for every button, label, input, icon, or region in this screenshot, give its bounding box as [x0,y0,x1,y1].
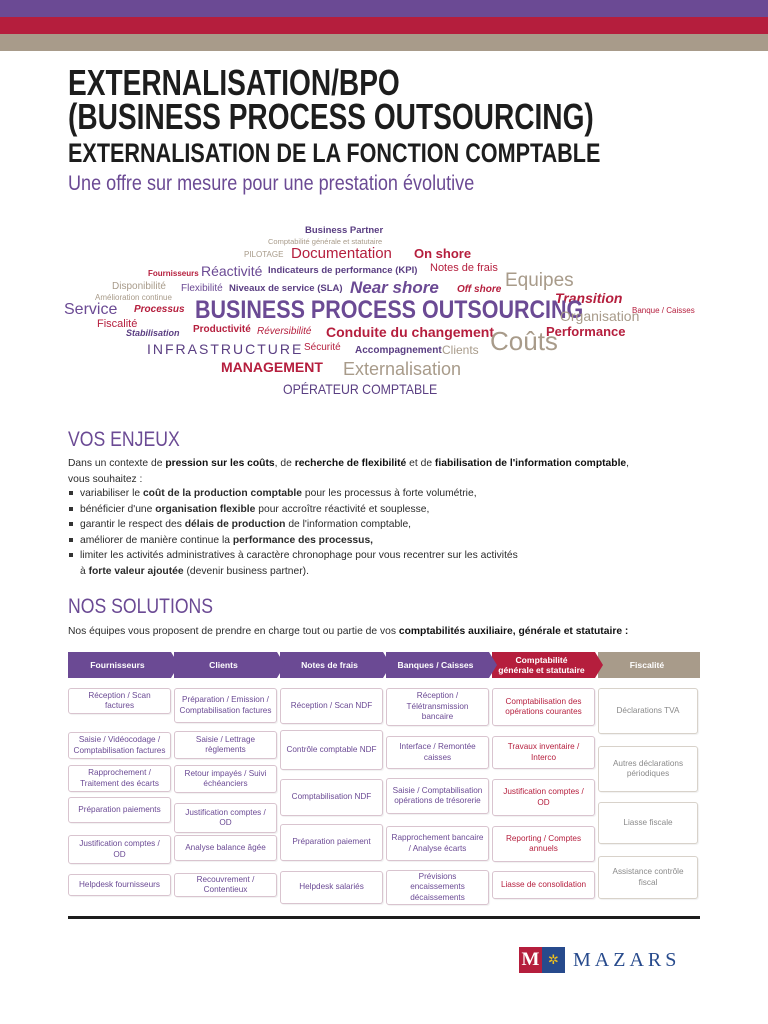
word-cloud [0,220,768,400]
solution-item: Reporting / Comptes annuels [492,826,595,862]
mazars-logo [519,946,699,974]
cloud-word-performance: Performance [546,324,626,339]
cloud-word-documentation: Documentation [291,245,392,262]
solutions-columns [68,652,700,908]
cloud-word-banque: Banque / Caisses [632,306,695,315]
solution-column [68,652,171,889]
solution-column-header-label: Clients [209,660,238,670]
cloud-word-equipes: Equipes [505,270,574,291]
list-item [68,548,708,564]
header-band-red [0,17,768,34]
solution-item: Réception / Scan NDF [280,688,383,724]
solution-item: Réception / Télétransmission bancaire [386,688,489,726]
bullet-bold: forte valeur ajoutée [88,565,184,577]
cloud-word-operateur: OPÉRATEUR COMPTABLE [283,381,438,397]
list-item [68,533,708,549]
solution-item: Liasse de consolidation [492,871,595,899]
solution-column [386,652,489,902]
solution-item: Assistance contrôle fiscal [598,856,698,899]
arrow-right-icon [171,652,179,678]
page-title-line-2: (BUSINESS PROCESS OUTSOURCING) [68,96,594,137]
cloud-word-pilotage: PILOTAGE [244,250,284,259]
solution-item: Liasse fiscale [598,802,698,844]
solution-column-header [280,652,383,678]
cloud-word-niveaux: Niveaux de service (SLA) [229,283,343,294]
cloud-word-amelioration: Amélioration continue [95,293,172,302]
cloud-word-reversibilite: Réversibilité [257,326,312,337]
solution-column [280,652,383,892]
bullet-text: variabiliser le [80,488,143,499]
solution-column-header [598,652,700,678]
page-tagline: Une offre sur mesure pour une prestation évolutive [68,172,475,195]
cloud-word-organisation: Organisation [560,308,640,324]
list-item [68,517,708,533]
solution-item: Comptabilisation NDF [280,779,383,816]
enjeux-intro-text: et de [406,458,435,469]
solutions-intro-text: Nos équipes vous proposent de prendre en charge tout ou partie de vos [68,626,399,637]
cloud-word-conduite: Conduite du changement [326,324,494,340]
enjeux-intro-text: Dans un contexte de [68,458,166,469]
bullet-bold: performance des processus, [232,534,374,546]
cloud-word-infrastructure: INFRASTRUCTURE [147,341,304,357]
cloud-word-on-shore: On shore [414,246,472,261]
solution-item: Retour impayés / Suivi échéanciers [174,765,277,793]
logo-wordmark: MAZARS [573,948,681,971]
bullet-text: bénéficier d'une [80,503,156,515]
solution-item: Rapprochement / Traitement des écarts [68,765,171,792]
cloud-word-service: Service [64,301,118,318]
cloud-word-stabilisation: Stabilisation [126,328,180,338]
cloud-word-bpo: BUSINESS PROCESS OUTSOURCING [195,296,584,324]
bullet-text: pour les processus à forte volumétrie, [302,488,477,499]
cloud-word-comptabilite: Comptabilité générale et statutaire [268,237,383,246]
arrow-right-icon [489,652,497,678]
solution-item: Justification comptes / OD [174,803,277,833]
cloud-word-flexibilite: Flexibilité [181,283,223,294]
solution-column-header-label: Fiscalité [629,660,665,670]
cloud-word-disponibilite: Disponibilité [112,281,166,292]
solution-column-header-label: Fournisseurs [90,660,145,670]
cloud-word-securite: Sécurité [304,342,341,353]
solution-item: Saisie / Lettrage règlements [174,731,277,759]
solution-column-header [386,652,489,678]
solution-item: Comptabilisation des opérations courantes [492,688,595,726]
solution-column-header-label: Comptabilité générale et statutaire [498,655,585,675]
solution-column-header-label: Banques / Caisses [397,660,474,670]
solution-item: Préparation / Emission / Comptabilisation factures [174,688,277,723]
solutions-intro-bold: comptabilités auxiliaire, générale et statutaire : [398,626,629,637]
enjeux-intro-text: , [626,458,630,469]
solution-item: Contrôle comptable NDF [280,730,383,770]
logo-stars-icon: ✲ [542,947,565,973]
bullet-bold: délais de production [184,519,286,531]
cloud-word-productivite: Productivité [193,324,251,335]
bullet-text: pour accroître réactivité et souplesse, [255,503,430,515]
logo-mark-letter: M [519,947,542,973]
cloud-word-off-shore: Off shore [457,284,502,295]
bullet-text: limiter les activités administratives à caractère chronophage pour vous recentrer sur les activités [80,550,518,562]
arrow-right-icon [277,652,285,678]
list-item [68,486,708,502]
enjeux-intro-text: , de [274,458,295,469]
solution-item: Autres déclarations périodiques [598,746,698,792]
enjeux-intro-bold: recherche de flexibilité [294,458,407,469]
cloud-word-processus: Processus [134,304,185,315]
bullet-bold: coût de la production comptable [142,488,302,499]
solution-item: Helpdesk fournisseurs [68,874,171,896]
solution-item: Helpdesk salariés [280,871,383,904]
bullet-text: (devenir business partner). [183,565,309,577]
list-item [68,502,708,518]
solution-item: Préparation paiement [280,824,383,861]
solution-column-header [68,652,171,678]
solution-item: Recouvrement / Contentieux [174,873,277,897]
enjeux-intro-bold: pression sur les coûts [165,458,275,469]
solution-item: Préparation paiements [68,797,171,823]
solution-item: Réception / Scan factures [68,688,171,714]
solution-column-header-label: Notes de frais [301,660,358,670]
solution-item: Rapprochement bancaire / Analyse écarts [386,826,489,861]
section-title-solutions: NOS SOLUTIONS [68,595,214,618]
solution-item: Prévisions encaissements décaissements [386,870,489,905]
solution-column [492,652,595,889]
enjeux-intro-text: vous souhaitez : [68,473,143,485]
section-title-enjeux: VOS ENJEUX [68,428,180,451]
solutions-intro [68,624,708,640]
list-item-continuation [68,564,708,580]
enjeux-intro [68,456,708,487]
page-subtitle: EXTERNALISATION DE LA FONCTION COMPTABLE [68,138,601,168]
solution-column [174,652,277,894]
solution-item: Saisie / Vidéocodage / Comptabilisation factures [68,732,171,759]
page-title-line-1: EXTERNALISATION/BPO [68,62,400,103]
solution-item: Saisie / Comptabilisation opérations de trésorerie [386,778,489,814]
arrow-right-icon [383,652,391,678]
header-band-purple [0,0,768,17]
solution-item: Travaux inventaire / Interco [492,736,595,769]
bullet-text: garantir le respect des [80,519,185,531]
cloud-word-clients: Clients [442,343,479,357]
solution-item: Justification comptes / OD [68,835,171,864]
solution-item: Déclarations TVA [598,688,698,734]
cloud-word-couts: Coûts [490,326,558,356]
cloud-word-accompagnement: Accompagnement [355,345,442,356]
solution-item: Analyse balance âgée [174,835,277,861]
solution-column [598,652,700,887]
bullet-text: à [80,565,89,577]
cloud-word-reactivite: Réactivité [201,263,263,279]
logo-mark [519,947,565,973]
solution-item: Interface / Remontée caisses [386,736,489,769]
solution-column-header [492,652,595,678]
cloud-word-transition: Transition [555,290,623,306]
cloud-word-notes-frais: Notes de frais [430,262,498,274]
solution-item: Justification comptes / OD [492,779,595,816]
cloud-word-fournisseurs: Fournisseurs [148,269,199,278]
header-band-taupe [0,34,768,51]
cloud-word-fiscalite: Fiscalité [97,318,138,330]
arrow-right-icon [595,652,603,678]
enjeux-intro-bold: fiabilisation de l'information comptable [434,458,627,469]
cloud-word-indicateurs: Indicateurs de performance (KPI) [268,265,418,276]
solution-column-header [174,652,277,678]
enjeux-bullet-list [68,486,708,580]
footer-divider [68,916,700,919]
cloud-word-management: MANAGEMENT [221,359,323,375]
cloud-word-externalisation: Externalisation [343,359,462,379]
bullet-text: améliorer de manière continue la [80,534,233,546]
cloud-word-near-shore: Near shore [350,278,439,297]
cloud-word-business-partner: Business Partner [305,225,384,236]
bullet-bold: organisation flexible [155,503,256,515]
bullet-text: de l'information comptable, [285,519,412,531]
